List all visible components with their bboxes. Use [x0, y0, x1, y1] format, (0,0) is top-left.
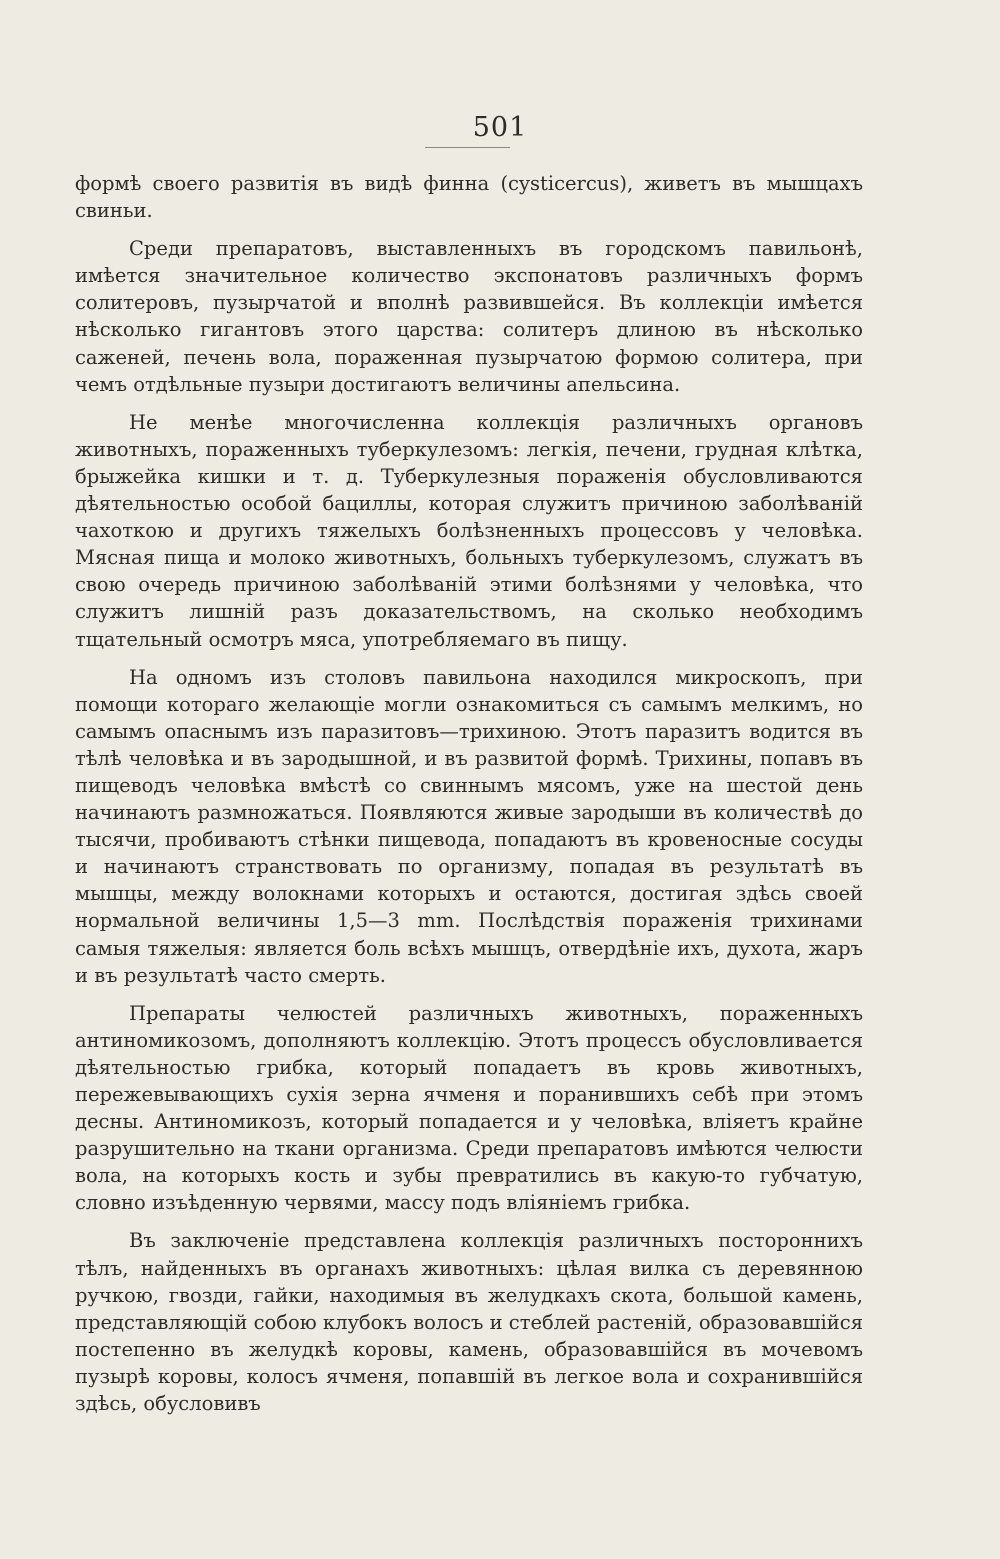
- paragraph-1: формѣ своего развитія въ видѣ финна (cysticercus), живетъ въ мышцахъ свиньи.: [75, 172, 863, 223]
- paragraph-6: Въ заключеніе представлена коллекція различныхъ постороннихъ тѣлъ, найденныхъ въ органахъ животныхъ: цѣлая вилка съ деревянною ручкою, гвозди, гайки, находимыя въ желудкахъ скота, большой камень, представляющій собою клубокъ волосъ и стеблей растеній, образовавшійся постепенно въ желудкѣ коровы, камень, образовавшійся въ мочевомъ пузырѣ коровы, колосъ ячменя, попавшій въ легкое вола и сохранившійся здѣсь, обусловивъ: [75, 1229, 863, 1416]
- paragraph-3: Не менѣе многочисленна коллекція различныхъ органовъ животныхъ, пораженныхъ туберкулезомъ: легкія, печени, грудная клѣтка, брыжейка кишки и т. д. Туберкулезныя пораженія обусловливаются дѣятельностью особой бациллы, которая служитъ причиною заболѣваній чахоткою и другихъ тяжелыхъ болѣзненныхъ процессовъ у человѣка. Мясная пища и молоко животныхъ, больныхъ туберкулезомъ, служатъ въ свою очередь причиною заболѣваній этими болѣзнями у человѣка, что служитъ лишній разъ доказательствомъ, на сколько необходимъ тщательный осмотръ мяса, употребляемаго въ пищу.: [75, 410, 863, 651]
- paragraph-4: На одномъ изъ столовъ павильона находился микроскопъ, при помощи котораго желающіе могли ознакомиться съ самымъ мелкимъ, но самымъ опаснымъ изъ паразитовъ—трихиною. Этотъ паразитъ водится въ тѣлѣ человѣка и въ зародышной, и въ развитой формѣ. Трихины, попавъ въ пищеводъ человѣка вмѣстѣ со свиннымъ мясомъ, уже на шестой день начинаютъ размножаться. Появляются живые зародыши въ количествѣ до тысячи, пробиваютъ стѣнки пищевода, попадаютъ въ кровеносные сосуды и начинаютъ странствовать по организму, попадая въ результатѣ въ мышцы, между волокнами которыхъ и остаются, достигая здѣсь своей нормальной величины 1,5—3 mm. Послѣдствія пораженія трихинами самыя тяжелыя: является боль всѣхъ мышцъ, отвердѣніе ихъ, духота, жаръ и въ результатѣ часто смерть.: [75, 665, 863, 987]
- paragraph-5: Препараты челюстей различныхъ животныхъ, пораженныхъ антиномикозомъ, дополняютъ коллекцію. Этотъ процессъ обусловливается дѣятельностью грибка, который попадаетъ въ кровь животныхъ, пережевывающихъ сухія зерна ячменя и поранившихъ себѣ при этомъ десны. Антиномикозъ, который попадается и у человѣка, вліяетъ крайне разрушительно на ткани организма. Среди препаратовъ имѣются челюсти вола, на которыхъ кость и зубы превратились въ какую-то губчатую, словно изъѣденную червями, массу подъ вліяніемъ грибка.: [75, 1001, 863, 1215]
- body-text: [75, 170, 863, 1428]
- page-number: 501: [472, 112, 528, 143]
- paragraph-2: Среди препаратовъ, выставленныхъ въ городскомъ павильонѣ, имѣется значительное количество экспонатовъ различныхъ формъ солитеровъ, пузырчатой и вполнѣ развившейся. Въ коллекціи имѣется нѣсколько гигантовъ этого царства: солитеръ длиною въ нѣсколько саженей, печень вола, пораженная пузырчатою формою солитера, при чемъ отдѣльные пузыри достигаютъ величины апельсина.: [75, 237, 863, 396]
- page-number-rule: [425, 147, 510, 148]
